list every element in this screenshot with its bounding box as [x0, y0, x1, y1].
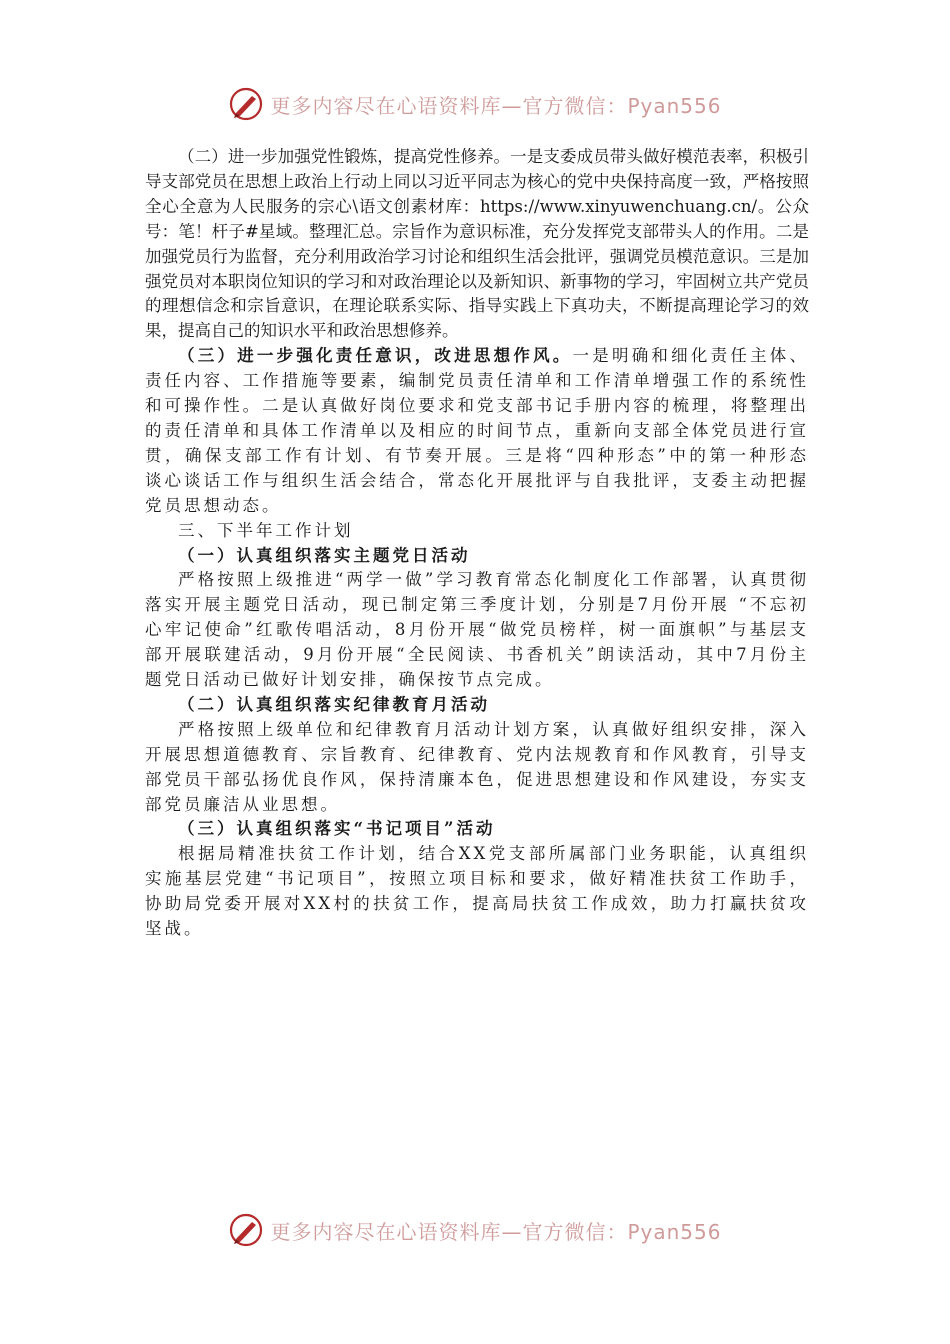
- subheading-party-day: （一）认真组织落实主题党日活动: [178, 545, 471, 565]
- paragraph-party-spirit: （二）进一步加强党性锻炼，提高党性修养。一是支委成员带头做好模范表率，积极引导支部党员在思想上政治上行动上同以习近平同志为核心的党中央保持高度一致，严格按照全心全意为人民服务的宗心\语文创素材库：https://www.xinyuwenchuang.cn/。公众号：笔！杆子#星域。整理汇总。宗旨作为意识标准，充分发挥党支部带头人的作用。二是加强党员行为监督，充分利用政治学习讨论和组织生活会批评，强调党员模范意识。三是加强党员对本职岗位知识的学习和对政治理论以及新知识、新事物的学习，牢固树立共产党员的理想信念和宗旨意识，在理论联系实际、指导实践上下真功夫，不断提高理论学习的效果，提高自己的知识水平和政治思想修养。: [145, 147, 809, 341]
- document-body: [145, 145, 809, 942]
- pen-logo-icon: [228, 86, 264, 122]
- subheading-discipline-month: （二）认真组织落实纪律教育月活动: [178, 694, 490, 714]
- footer-banner: [0, 1208, 950, 1252]
- paragraph-heading: （三）进一步强化责任意识，改进思想作风。: [178, 346, 573, 366]
- paragraph-party-day: 严格按照上级推进“两学一做”学习教育常态化制度化工作部署，认真贯彻落实开展主题党日活动，现已制定第三季度计划，分别是7月份开展 “不忘初心牢记使命”红歌传唱活动，8月份开展“做党员榜样，树一面旗帜”与基层支部开展联建活动，9月份开展“全民阅读、书香机关”朗读活动，其中7月份主题党日活动已做好计划安排，确保按节点完成。: [145, 570, 809, 690]
- section-heading-plan: 三、下半年工作计划: [178, 520, 354, 540]
- pen-logo-icon: [228, 1212, 264, 1248]
- paragraph-responsibility: [145, 344, 809, 518]
- paragraph-text: 一是明确和细化责任主体、责任内容、工作措施等要素，编制党员责任清单和工作清单增强工作的系统性和可操作性。二是认真做好岗位要求和党支部书记手册内容的梳理，将整理出的责任清单和具体工作清单以及相应的时间节点，重新向支部全体党员进行宣贯，确保支部工作有计划、有节奏开展。三是将“四种形态”中的第一种形态谈心谈话工作与组织生活会结合，常态化开展批评与自我批评，支委主动把握党员思想动态。: [145, 346, 810, 515]
- paragraph-secretary-project: 根据局精准扶贫工作计划，结合XX党支部所属部门业务职能，认真组织实施基层党建“书记项目”，按照立项目标和要求，做好精准扶贫工作助手，协助局党委开展对XX村的扶贫工作，提高局扶贫工作成效，助力打赢扶贫攻坚战。: [145, 844, 809, 939]
- banner-text: 更多内容尽在心语资料库—官方微信：Pyan556: [270, 1219, 722, 1244]
- paragraph-discipline-month: 严格按照上级单位和纪律教育月活动计划方案，认真做好组织安排，深入开展思想道德教育、宗旨教育、纪律教育、党内法规教育和作风教育，引导支部党员干部弘扬优良作风，保持清廉本色，促进思想建设和作风建设，夯实支部党员廉洁从业思想。: [145, 719, 809, 814]
- subheading-secretary-project: （三）认真组织落实“书记项目”活动: [178, 819, 496, 839]
- header-banner: [0, 82, 950, 126]
- banner-text: 更多内容尽在心语资料库—官方微信：Pyan556: [270, 93, 722, 118]
